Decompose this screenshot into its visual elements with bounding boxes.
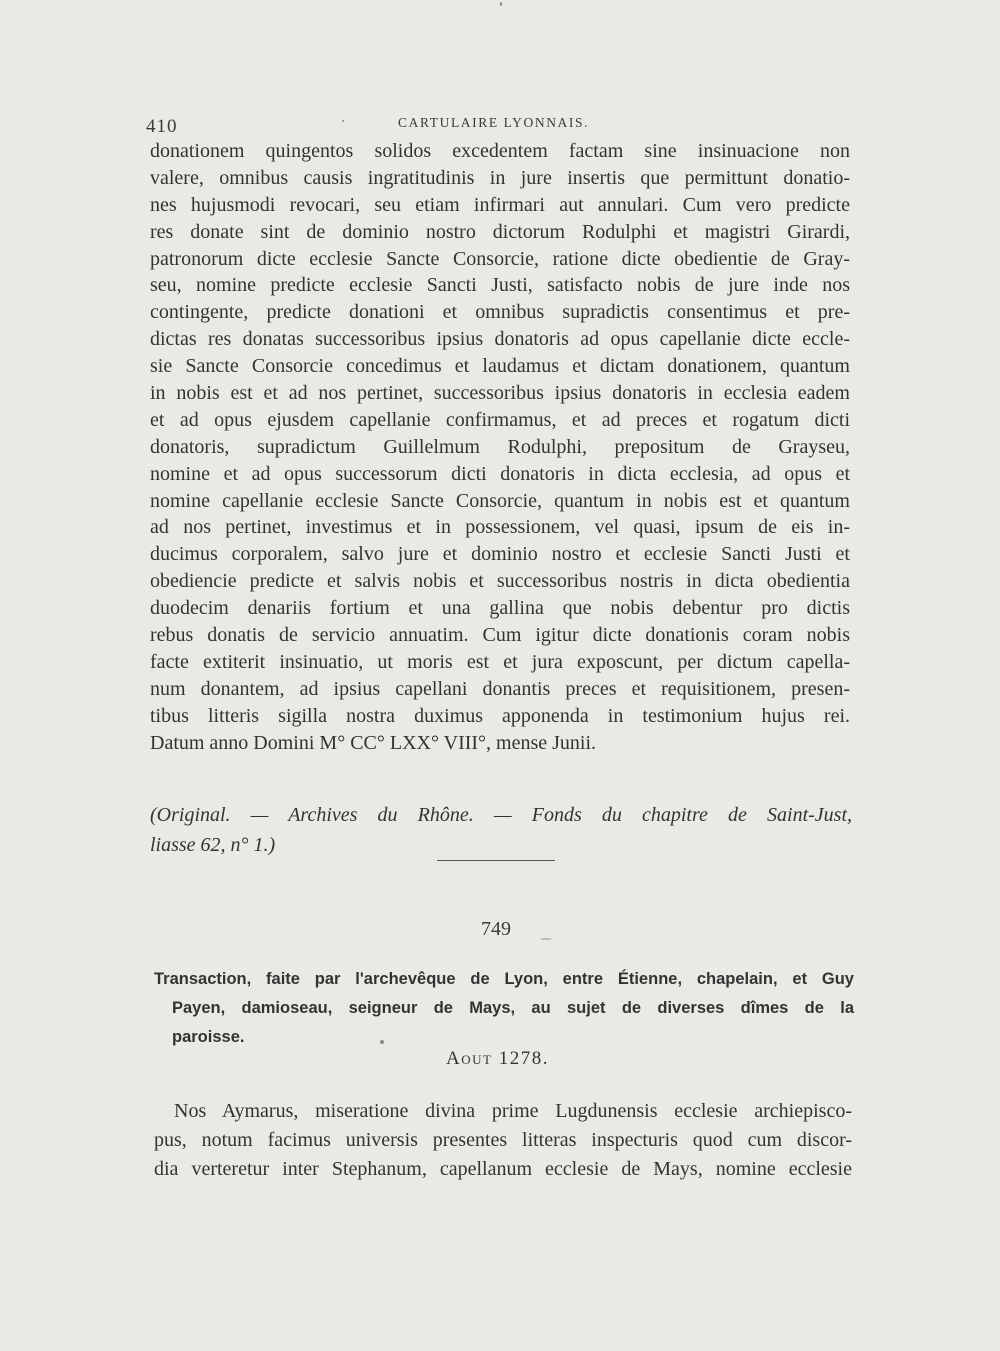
source-citation [150, 800, 852, 860]
body-line: donationem quingentos solidos excedentem factam sine insinuacione non [150, 140, 850, 162]
body-line: tibus litteris sigilla nostra duximus apponenda in testimonium hujus rei. [150, 704, 850, 727]
body-line: facte extiterit insinuatio, ut moris est et jura exposcunt, per dictum capella- [150, 650, 850, 673]
body-line: res donate sint de dominio nostro dictorum Rodulphi et magistri Girardi, [150, 220, 850, 243]
page-number: 410 [146, 116, 178, 137]
document-summary [154, 965, 854, 1052]
body-line: obediencie predicte et salvis nobis et successoribus nostris in dicta obedientia [150, 570, 850, 593]
charter-opening-text [154, 1097, 852, 1184]
body-line: nes hujusmodi revocari, seu etiam infirmari aut annulari. Cum vero predicte [150, 193, 850, 216]
body-line: seu, nomine predicte ecclesie Sancti Justi, satisfacto nobis de jure inde nos [150, 274, 850, 297]
summary-line: Transaction, faite par l'archevêque de Lyon, entre Étienne, chapelain, et Guy [154, 970, 854, 988]
opening-line: pus, notum facimus universis presentes litteras inspecturis quod cum discor- [154, 1129, 852, 1151]
source-citation-line: (Original. — Archives du Rhône. — Fonds du chapitre de Saint-Just, [150, 804, 852, 826]
paper-speck [342, 120, 344, 122]
body-line: num donantem, ad ipsius capellani donantis preces et requisitionem, presen- [150, 677, 850, 700]
body-line: nomine capellanie ecclesie Sancte Consorcie, quantum in nobis est et quantum [150, 489, 850, 512]
paper-speck [500, 2, 502, 6]
body-line: dictas res donatas successoribus ipsius donatoris ad opus capellanie dicte eccle- [150, 328, 850, 351]
opening-line: dia verteretur inter Stephanum, capellanum ecclesie de Mays, nomine ecclesie [154, 1158, 852, 1180]
body-line: Datum anno Domini M° CC° LXX° VIII°, mense Junii. [150, 731, 597, 754]
paper-speck [380, 1040, 384, 1044]
document-number [0, 918, 1000, 941]
section-divider [437, 860, 555, 861]
body-line: contingente, predicte donationi et omnibus supradictis consentimus et pre- [150, 301, 850, 324]
body-line: patronorum dicte ecclesie Sancte Consorcie, ratione dicte obedientie de Gray- [150, 247, 850, 270]
body-line: ducimus corporalem, salvo jure et dominio nostro et ecclesie Sancti Justi et [150, 543, 850, 566]
document-number-text: 749 [481, 918, 511, 940]
body-line: in nobis est et ad nos pertinet, successoribus ipsius donatoris in ecclesia eadem [150, 382, 850, 405]
body-line: ad nos pertinet, investimus et in possessionem, vel quasi, ipsum de eis in- [150, 516, 850, 539]
opening-line: Nos Aymarus, miseratione divina prime Lugdunensis ecclesie archiepisco- [174, 1100, 852, 1122]
charter-body-text [150, 138, 850, 756]
body-line: rebus donatis de servicio annuatim. Cum igitur dicte donationis coram nobis [150, 624, 850, 647]
body-line: donatoris, supradictum Guillelmum Rodulphi, prepositum de Grayseu, [150, 435, 850, 458]
running-title: CARTULAIRE LYONNAIS. [398, 115, 590, 130]
body-line: valere, omnibus causis ingratitudinis in jure insertis que permittunt donatio- [150, 166, 850, 189]
summary-line: paroisse. [172, 1028, 245, 1046]
body-line: duodecim denariis fortium et una gallina que nobis debentur pro dictis [150, 597, 850, 620]
body-line: et ad opus ejusdem capellanie confirmamus, et ad preces et rogatum dicti [150, 408, 850, 431]
body-line: nomine et ad opus successorum dicti donatoris in dicta ecclesia, ad opus et [150, 462, 850, 485]
paper-speck [540, 938, 552, 940]
summary-line: Payen, damioseau, seigneur de Mays, au sujet de diverses dîmes de la [172, 999, 854, 1017]
source-citation-line: liasse 62, n° 1.) [150, 834, 276, 856]
document-date: Aout 1278. [446, 1048, 549, 1069]
body-line: sie Sancte Consorcie concedimus et laudamus et dictam donationem, quantum [150, 355, 850, 378]
